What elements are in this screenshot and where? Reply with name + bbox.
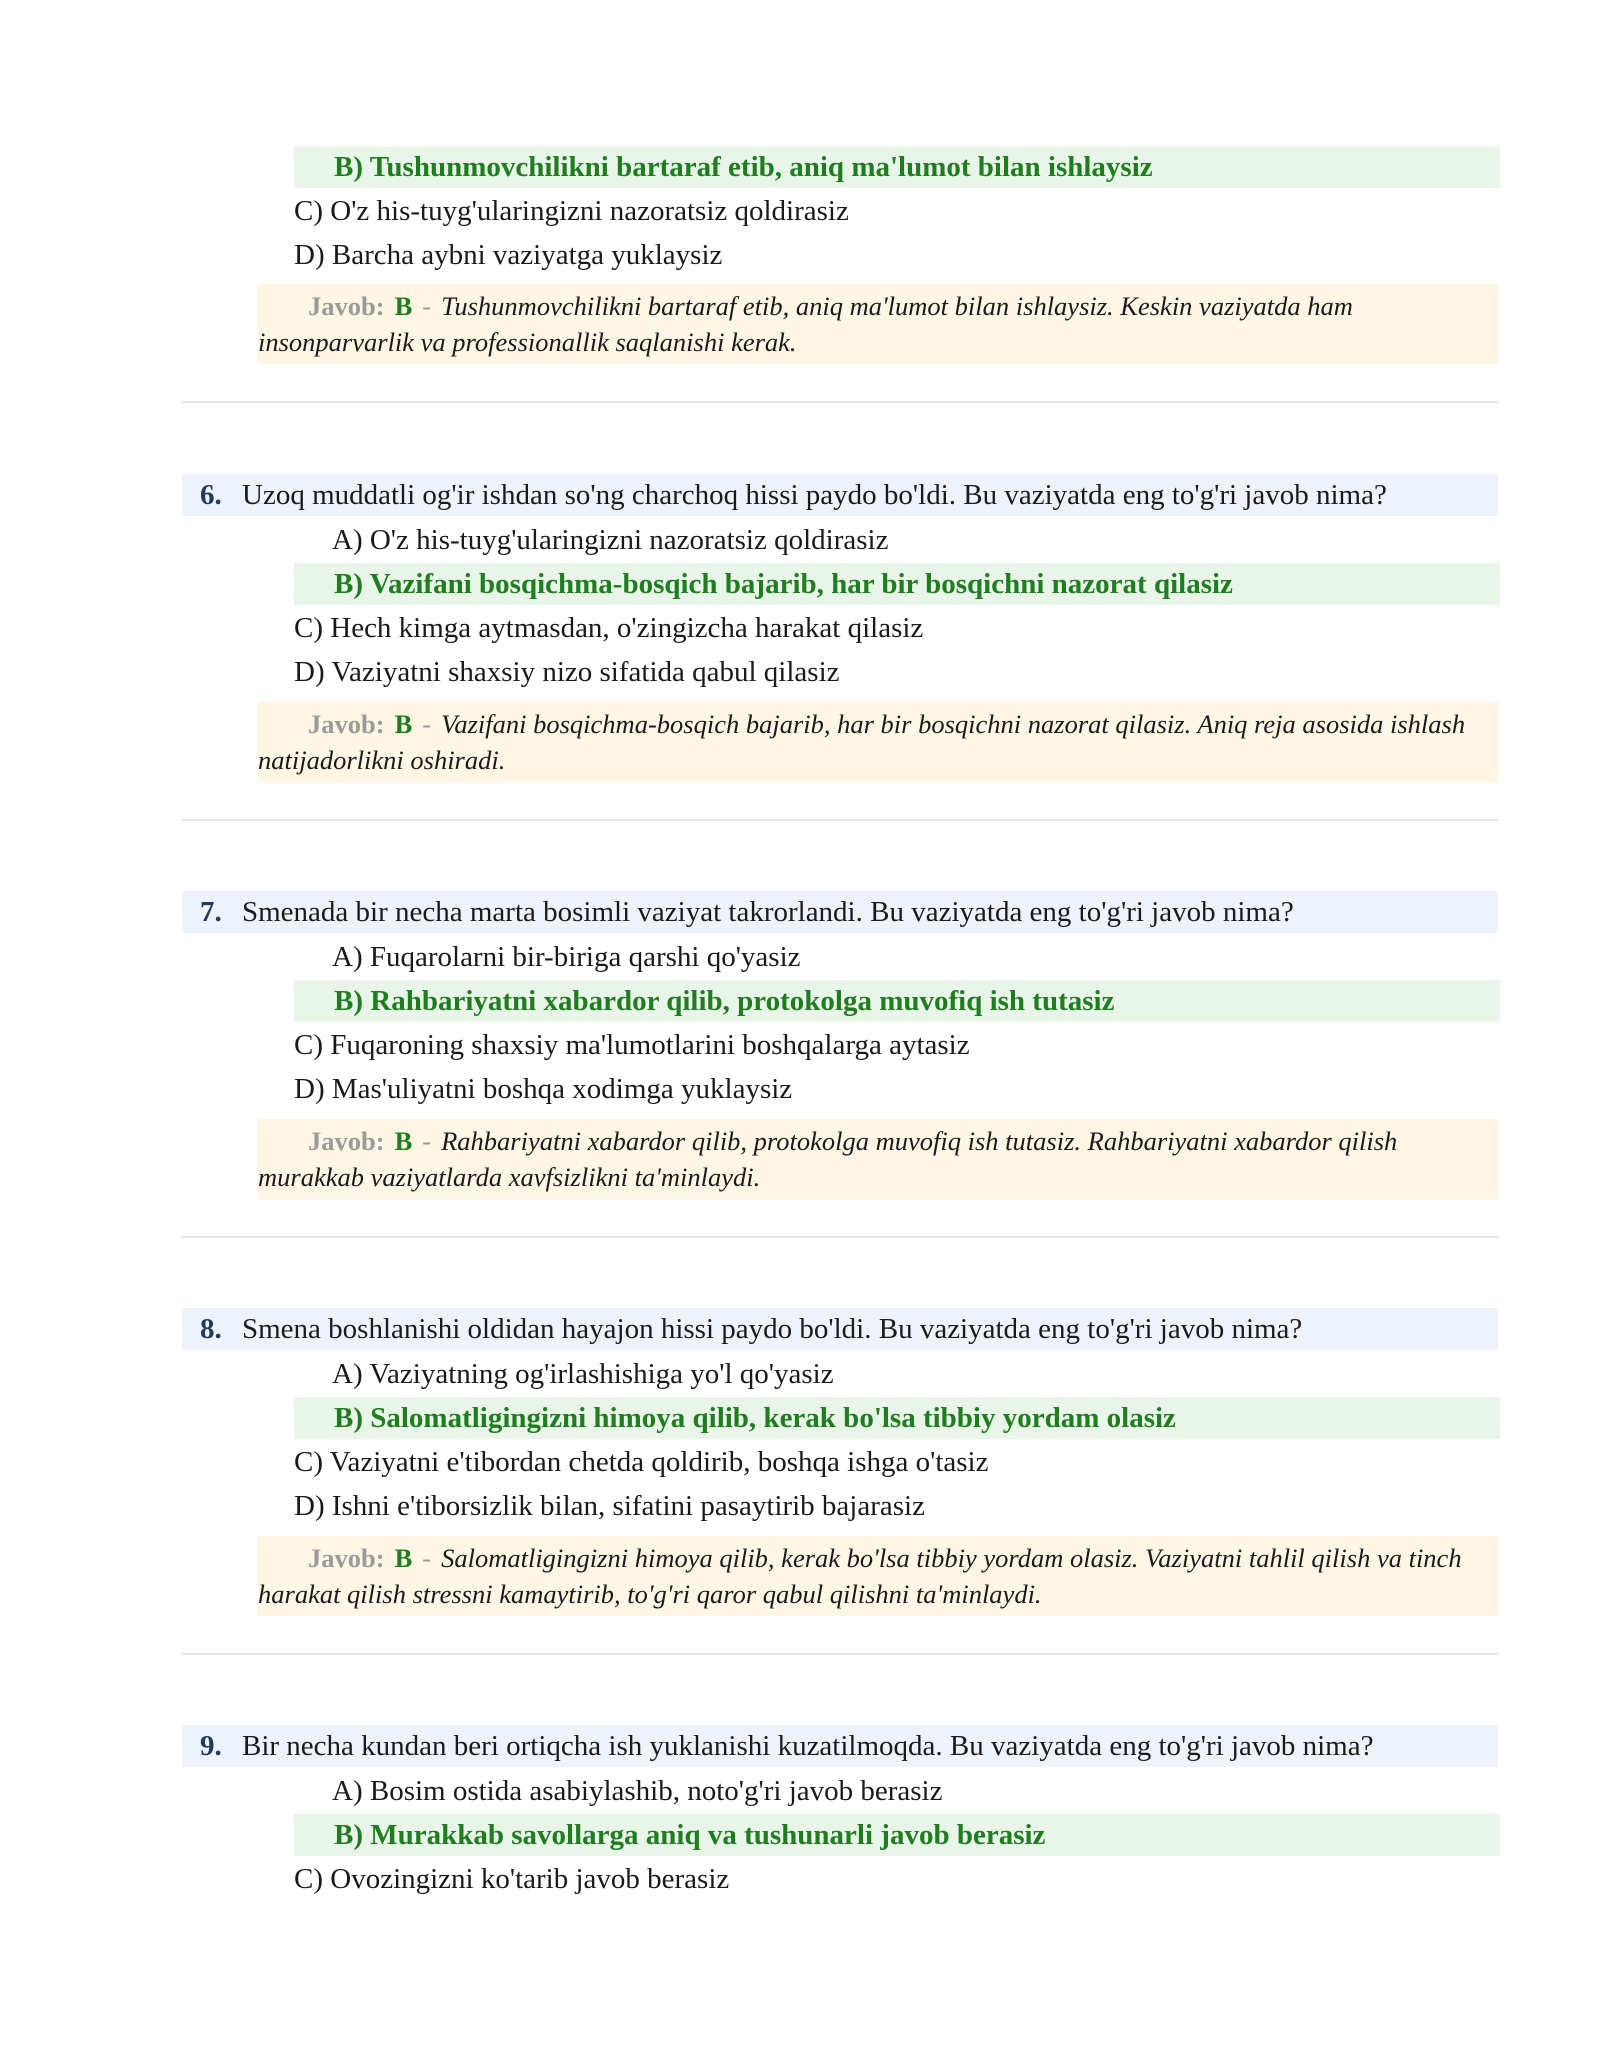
answer-box: [258, 1536, 1498, 1616]
answer-label: Javob:: [308, 291, 385, 321]
option-a: A) Fuqarolarni bir-biriga qarshi qo'yasiz: [332, 941, 801, 973]
option-d: D) Ishni e'tiborsizlik bilan, sifatini pasaytirib bajarasiz: [294, 1490, 925, 1522]
answer-letter: B: [394, 1126, 413, 1156]
answer-explanation: Rahbariyatni xabardor qilib, protokolga muvofiq ish tutasiz. Rahbariyatni xabardor qilish murakkab vaziyatlarda xavfsizlikni ta'minlaydi.: [258, 1126, 1398, 1192]
question-row: [182, 1308, 1498, 1350]
question-number: 7.: [200, 896, 222, 928]
question-text: Bir necha kundan beri ortiqcha ish yuklanishi kuzatilmoqda. Bu vaziyatda eng to'g'ri javob nima?: [242, 1730, 1374, 1762]
option-a: A) Vaziyatning og'irlashishiga yo'l qo'yasiz: [332, 1358, 834, 1390]
answer-explanation: Vazifani bosqichma-bosqich bajarib, har bir bosqichni nazorat qilasiz. Aniq reja asosida ishlash natijadorlikni oshiradi.: [258, 709, 1466, 775]
answer-dash: -: [422, 709, 432, 739]
option-b-correct: B) Rahbariyatni xabardor qilib, protokolga muvofiq ish tutasiz: [294, 980, 1500, 1022]
question-row: [182, 1725, 1498, 1767]
option-a: A) Bosim ostida asabiylashib, noto'g'ri javob berasiz: [332, 1775, 943, 1807]
option-d: D) Barcha aybni vaziyatga yuklaysiz: [294, 239, 723, 271]
answer-letter: B: [394, 291, 413, 321]
question-text: Smenada bir necha marta bosimli vaziyat takrorlandi. Bu vaziyatda eng to'g'ri javob nima?: [242, 896, 1294, 928]
question-row: [182, 474, 1498, 516]
answer-label: Javob:: [308, 709, 385, 739]
question-row: [182, 891, 1498, 933]
option-d: D) Mas'uliyatni boshqa xodimga yuklaysiz: [294, 1073, 793, 1105]
option-c: C) Vaziyatni e'tibordan chetda qoldirib, boshqa ishga o'tasiz: [294, 1446, 989, 1478]
question-text: Uzoq muddatli og'ir ishdan so'ng charchoq hissi paydo bo'ldi. Bu vaziyatda eng to'g'ri javob nima?: [242, 479, 1387, 511]
option-d: D) Vaziyatni shaxsiy nizo sifatida qabul qilasiz: [294, 656, 840, 688]
option-b-correct: B) Vazifani bosqichma-bosqich bajarib, har bir bosqichni nazorat qilasiz: [294, 563, 1500, 605]
option-a: A) O'z his-tuyg'ularingizni nazoratsiz qoldirasiz: [332, 524, 889, 556]
answer-box: [258, 702, 1498, 782]
answer-letter: B: [394, 709, 413, 739]
option-c: C) Ovozingizni ko'tarib javob berasiz: [294, 1863, 730, 1895]
question-text: Smena boshlanishi oldidan hayajon hissi paydo bo'ldi. Bu vaziyatda eng to'g'ri javob nima?: [242, 1313, 1303, 1345]
answer-explanation: Tushunmovchilikni bartaraf etib, aniq ma'lumot bilan ishlaysiz. Keskin vaziyatda ham insonparvarlik va professionallik saqlanishi kerak.: [258, 291, 1353, 357]
question-separator: [182, 1236, 1498, 1238]
question-separator: [182, 1653, 1498, 1655]
option-c: C) Fuqaroning shaxsiy ma'lumotlarini boshqalarga aytasiz: [294, 1029, 970, 1061]
option-b-correct: B) Tushunmovchilikni bartaraf etib, aniq ma'lumot bilan ishlaysiz: [294, 146, 1500, 188]
answer-explanation: Salomatligingizni himoya qilib, kerak bo'lsa tibbiy yordam olasiz. Vaziyatni tahlil qilish va tinch harakat qilish stressni kamaytirib, to'g'ri qaror qabul qilishni ta'minlaydi.: [258, 1543, 1462, 1609]
question-number: 6.: [200, 479, 222, 511]
option-c: C) O'z his-tuyg'ularingizni nazoratsiz qoldirasiz: [294, 195, 849, 227]
question-number: 8.: [200, 1313, 222, 1345]
option-c: C) Hech kimga aytmasdan, o'zingizcha harakat qilasiz: [294, 612, 924, 644]
answer-letter: B: [394, 1543, 413, 1573]
question-separator: [182, 401, 1498, 403]
option-b-correct: B) Murakkab savollarga aniq va tushunarli javob berasiz: [294, 1814, 1500, 1856]
answer-box: [258, 1119, 1498, 1199]
option-b-correct: B) Salomatligingizni himoya qilib, kerak bo'lsa tibbiy yordam olasiz: [294, 1397, 1500, 1439]
answer-label: Javob:: [308, 1543, 385, 1573]
answer-dash: -: [422, 1543, 432, 1573]
question-number: 9.: [200, 1730, 222, 1762]
answer-dash: -: [422, 291, 432, 321]
answer-label: Javob:: [308, 1126, 385, 1156]
answer-box: [258, 284, 1498, 364]
answer-dash: -: [422, 1126, 432, 1156]
question-separator: [182, 819, 1498, 821]
